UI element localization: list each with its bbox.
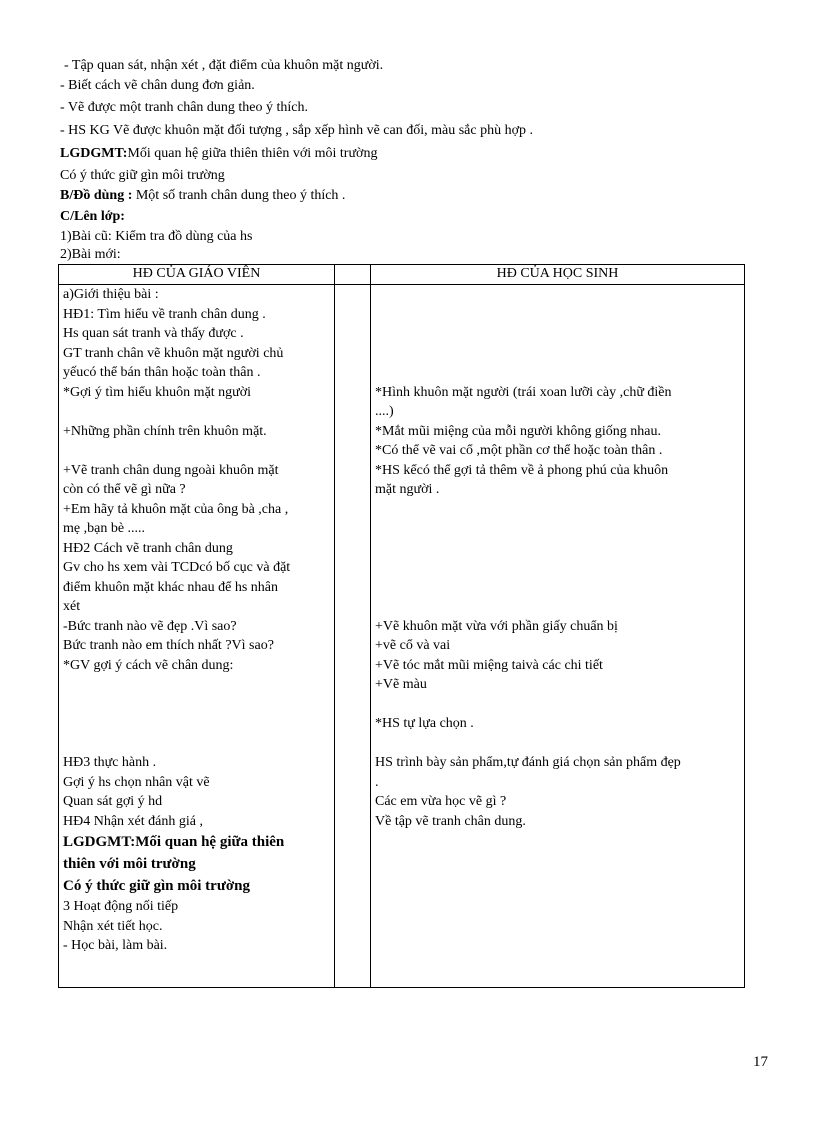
cell-line: *Gợi ý tìm hiểu khuôn mặt người <box>63 384 252 400</box>
cell-line: a)Giới thiệu bài : <box>63 287 159 302</box>
cell-line: +Em hãy tả khuôn mặt của ông bà ,cha , <box>63 501 289 517</box>
cell-line: xét <box>63 599 81 614</box>
step-new-lesson: 2)Bài mới: <box>60 247 121 262</box>
cell-line: ....) <box>375 404 394 419</box>
lesson-activity-table <box>58 264 745 988</box>
cell-line: HĐ2 Cách vẽ tranh chân dung <box>63 540 233 556</box>
student-column-header: HĐ CỦA HỌC SINH <box>371 265 745 285</box>
cell-line: HĐ1: Tìm hiểu về tranh chân dung . <box>63 306 266 322</box>
cell-line: mặt người . <box>375 482 440 497</box>
cell-line: LGDGMT:Mối quan hệ giữa thiên <box>63 834 285 850</box>
cell-line <box>375 578 740 598</box>
cell-line: GT tranh chân vẽ khuôn mặt người chủ <box>63 345 284 361</box>
cell-line <box>375 519 740 539</box>
cell-line: Quan sát gợi ý hd <box>63 794 163 809</box>
cell-line <box>375 324 740 344</box>
materials-line <box>60 186 345 206</box>
teacher-column-header: HĐ CỦA GIÁO VIÊN <box>59 265 335 285</box>
cell-line <box>375 539 740 559</box>
cell-line <box>375 344 740 364</box>
cell-line: Gv cho hs xem vài TCDcó bố cục và đặt <box>63 560 291 575</box>
objective-3: - Vẽ được một tranh chân dung theo ý thích. <box>60 100 309 115</box>
cell-line: HĐ4 Nhận xét đánh giá , <box>63 813 203 829</box>
cell-line: HĐ3 thực hành . <box>63 755 157 770</box>
cell-line <box>63 695 330 715</box>
cell-line: Có ý thức giữ gìn môi trường <box>63 878 250 894</box>
awareness-line: Có ý thức giữ gìn môi trường <box>60 168 225 183</box>
cell-line <box>63 734 330 754</box>
cell-line <box>375 734 740 754</box>
cell-line: thiên với môi trường <box>63 856 196 872</box>
cell-line <box>375 500 740 520</box>
cell-line: 3 Hoạt động nối tiếp <box>63 899 179 914</box>
cell-line: . <box>375 774 379 790</box>
cell-line: điểm khuôn mặt khác nhau để hs nhân <box>63 579 279 595</box>
cell-line <box>375 597 740 617</box>
middle-empty-cell <box>335 285 371 988</box>
cell-line: Hs quan sát tranh và thấy được . <box>63 326 244 341</box>
student-lines <box>375 285 740 831</box>
cell-line <box>375 305 740 325</box>
cell-line: còn có thể vẽ gì nữa ? <box>63 482 186 497</box>
materials-label: B/Đồ dùng : <box>60 188 133 203</box>
section-c-heading: C/Lên lớp: <box>60 209 125 224</box>
cell-line <box>375 363 740 383</box>
cell-line: -Bức tranh nào vẽ đẹp .Vì sao? <box>63 618 237 634</box>
cell-line: mẹ ,bạn bè ..... <box>63 521 146 536</box>
table-body-row <box>59 285 745 988</box>
materials-text: Một số tranh chân dung theo ý thích . <box>132 188 346 203</box>
cell-line: +Vẽ khuôn mặt vừa với phần giấy chuẩn bị <box>375 618 618 634</box>
cell-line: Nhận xét tiết học. <box>63 918 163 934</box>
lgdgmt-text: Mối quan hệ giữa thiên thiên với môi trường <box>127 146 378 161</box>
cell-line <box>63 675 330 695</box>
page-number: 17 <box>753 1054 768 1070</box>
cell-line: Các em vừa học vẽ gì ? <box>375 794 507 809</box>
cell-line: Bức tranh nào em thích nhất ?Vì sao? <box>63 638 274 653</box>
cell-line <box>63 402 330 422</box>
lgdgmt-line <box>60 144 377 164</box>
objective-2: - Biết cách vẽ chân dung đơn giản. <box>60 78 255 93</box>
table-header-row <box>59 265 745 285</box>
teacher-activities-cell <box>59 285 335 988</box>
lgdgmt-label: LGDGMT: <box>60 146 128 161</box>
cell-line <box>375 285 740 305</box>
cell-line: *Hình khuôn mặt người (trái xoan lưỡi cày ,chữ điền <box>375 384 672 400</box>
cell-line: +Những phần chính trên khuôn mặt. <box>63 423 267 439</box>
cell-line: +Vẽ màu <box>375 677 427 692</box>
cell-line: - Học bài, làm bài. <box>63 938 168 953</box>
objective-1: - Tập quan sát, nhận xét , đặt điểm của khuôn mặt người. <box>64 58 384 73</box>
step-old-lesson: 1)Bài cũ: Kiểm tra đồ dùng của hs <box>60 229 253 244</box>
cell-line: HS trình bày sản phẩm,tự đánh giá chọn sản phẩm đẹp <box>375 755 681 770</box>
cell-line: +vẽ cổ và vai <box>375 638 451 653</box>
middle-column-header <box>335 265 371 285</box>
cell-line <box>63 714 330 734</box>
cell-line <box>375 695 740 715</box>
cell-line: Gợi ý hs chọn nhân vật vẽ <box>63 774 210 790</box>
teacher-lines <box>63 285 330 956</box>
cell-line <box>375 558 740 578</box>
cell-line: +Vẽ tóc mắt mũi miệng taivà các chi tiết <box>375 657 603 673</box>
cell-line: yếucó thể bán thân hoặc toàn thân . <box>63 365 261 380</box>
cell-line: *Có thể vẽ vai cổ ,một phần cơ thể hoặc toàn thân . <box>375 443 663 458</box>
cell-line: *Mắt mũi miệng của mỗi người không giống nhau. <box>375 423 662 439</box>
cell-line: *HS kểcó thể gợi tả thêm về ả phong phú của khuôn <box>375 462 669 478</box>
cell-line: +Vẽ tranh chân dung ngoài khuôn mặt <box>63 462 279 478</box>
cell-line: Về tập vẽ tranh chân dung. <box>375 813 526 829</box>
objective-4: - HS KG Vẽ được khuôn mặt đối tượng , sắp xếp hình vẽ can đối, màu sắc phù hợp . <box>60 123 533 138</box>
student-activities-cell <box>371 285 745 988</box>
cell-line: *GV gợi ý cách vẽ chân dung: <box>63 657 234 673</box>
cell-line: *HS tự lựa chọn . <box>375 716 474 731</box>
cell-line <box>63 441 330 461</box>
